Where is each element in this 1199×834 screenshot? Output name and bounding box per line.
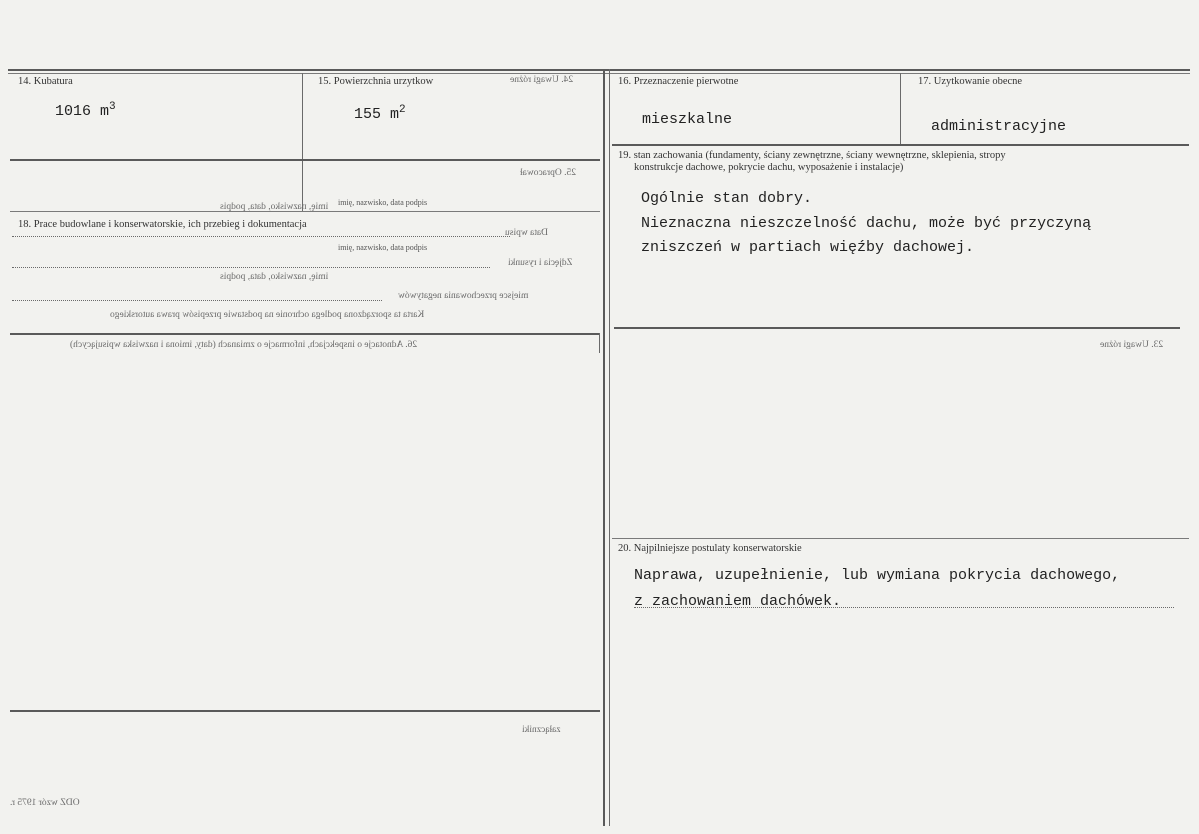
divider-14-15	[302, 73, 303, 211]
field-19-label-line2: konstrukcje dachowe, pokrycie dachu, wyposażenie i instalacje)	[634, 162, 904, 173]
field-16-value: mieszkalne	[642, 111, 733, 128]
field-20-label: 20. Najpilniejsze postulaty konserwatorskie	[618, 543, 802, 554]
center-divider-2	[609, 69, 610, 826]
field-16-label: 16. Przeznaczenie pierwotne	[618, 76, 739, 87]
dotted-line-3	[12, 300, 382, 301]
showthrough-text-1: 24. Uwagi różne	[510, 75, 574, 85]
rule-after-14	[10, 159, 600, 161]
center-divider	[603, 69, 605, 826]
signature-hint-2: imię, nazwisko, data podpis	[338, 243, 428, 252]
top-rule-2	[8, 73, 1190, 74]
divider-16-17	[900, 73, 901, 144]
field-19-label-line1: 19. stan zachowania (fundamenty, ściany zewnętrzne, ściany wewnętrzne, sklepienia, stropy	[618, 150, 1006, 161]
showthrough-text-3: imię, nazwisko, data, podpis	[220, 202, 329, 212]
field-20-text-line-2: z zachowaniem dachówek.	[634, 593, 842, 610]
top-rule	[8, 69, 1190, 71]
field-14-value: 1016 $m^3$	[55, 101, 116, 120]
rule-before-26	[10, 333, 600, 335]
showthrough-text-6: imię, nazwisko, data, podpis	[220, 272, 329, 282]
field-15-label: 15. Powierzchnia urzytkow	[318, 76, 434, 87]
field-17-value: administracyjne	[931, 118, 1067, 135]
left-bottom-tick	[599, 333, 600, 353]
field-20-text-line-1: Naprawa, uzupełnienie, lub wymiana pokrycia dachowego,	[634, 567, 1121, 584]
field-19-text-line-3: zniszczeń w partiach więźby dachowej.	[641, 239, 975, 256]
field-19-text-line-2: Nieznaczna nieszczelność dachu, może być przyczyną	[641, 215, 1092, 232]
showthrough-text-5: Zdjęcia i rysunki	[508, 258, 573, 268]
field-18-label: 18. Prace budowlane i konserwatorskie, ich przebieg i dokumentacja	[18, 219, 307, 230]
field-19-text-line-1: Ogólnie stan dobry.	[641, 190, 813, 207]
showthrough-text-2: 25. Opracował	[520, 168, 576, 178]
showthrough-text-10: ODZ wzór 1975 r.	[10, 798, 80, 808]
field-15-value: 155 $m^2$	[354, 104, 406, 123]
showthrough-text-4: Data wpisu	[505, 228, 549, 238]
rule-right-19-end	[614, 327, 1180, 329]
rule-after-16	[612, 144, 1189, 146]
showthrough-text-11: załączniki	[522, 725, 561, 735]
rule-right-20-start	[612, 538, 1189, 539]
showthrough-text-7: miejsce przechowania negatywów	[398, 291, 529, 301]
signature-hint-1: imię, nazwisko, data podpis	[338, 198, 428, 207]
field-17-label: 17. Uzytkowanie obecne	[918, 76, 1023, 87]
rule-left-bottom	[10, 710, 600, 712]
showthrough-text-9: 26. Adnotacje o inspekcjach, informacje o zmianach (daty, imiona i nazwiska wpisujących)	[70, 340, 418, 350]
dotted-line-1	[12, 236, 510, 237]
field-14-label: 14. Kubatura	[18, 76, 73, 87]
showthrough-text-12: 23. Uwagi różne	[1100, 340, 1164, 350]
showthrough-text-8: Karta ta sporządzona podlega ochronie na podstawie przepisów prawa autorskiego	[110, 310, 425, 320]
dotted-line-2	[12, 267, 490, 268]
